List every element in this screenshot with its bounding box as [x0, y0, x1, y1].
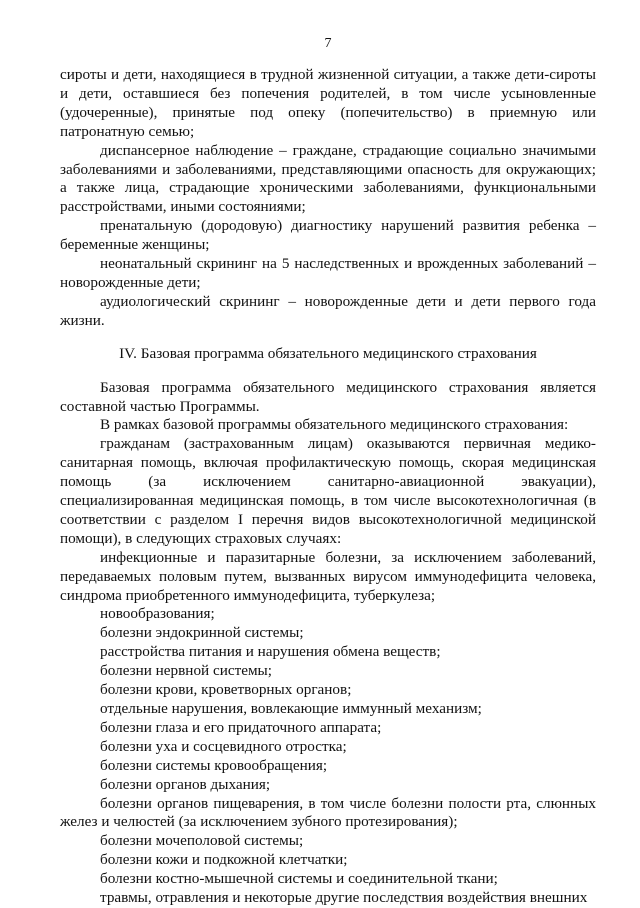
paragraph-audiological-screening: аудиологический скрининг – новорожденные дети и дети первого года жизни.: [60, 292, 596, 329]
list-item-immune: отдельные нарушения, вовлекающие иммунный механизм;: [100, 700, 482, 717]
paragraph-prenatal-diagnostics: пренатальную (дородовую) диагностику нарушений развития ребенка – беременные женщины;: [60, 217, 596, 254]
list-item-infectious: инфекционные и паразитарные болезни, за исключением заболеваний, передаваемых половым путем, вызванных вирусом иммунодефицита человека, синдрома приобретенного иммунодефицита, туберкулеза;: [60, 548, 596, 604]
paragraph-orphans: сироты и дети, находящиеся в трудной жизненной ситуации, а также дети-сироты и дети, оставшиеся без попечения родителей, в том числе усыновленные (удочеренные), принятые под опеку (попечительство) в приемную или патронатную семью;: [60, 66, 596, 140]
paragraph-insured-persons: гражданам (застрахованным лицам) оказываются первичная медико-санитарная помощь, включая профилактическую помощь, скорая медицинская помощь (за исключением санитарно-авиационной эвакуации), специализированная медицинская помощь, в том числе высокотехнологичная (в соответствии с разделом I перечня видов высокотехнологичной медицинской помощи), в следующих страховых случаях:: [60, 435, 596, 547]
list-item-ear: болезни уха и сосцевидного отростка;: [100, 737, 347, 755]
document-body: [60, 66, 596, 908]
paragraph-basic-program: Базовая программа обязательного медицинского страхования является составной частью Программы.: [60, 378, 596, 415]
section-heading: IV. Базовая программа обязательного медицинского страхования: [119, 344, 537, 362]
list-item-blood: болезни крови, кроветворных органов;: [100, 681, 352, 699]
list-item-musculoskeletal: болезни костно-мышечной системы и соединительной ткани;: [100, 870, 498, 888]
list-item-neoplasms: новообразования;: [100, 605, 215, 623]
paragraph-neonatal-screening: неонатальный скрининг на 5 наследственных и врожденных заболеваний – новорожденные дети;: [60, 255, 596, 291]
list-item-endocrine: болезни эндокринной системы;: [100, 624, 304, 642]
list-item-injuries: травмы, отравления и некоторые другие последствия воздействия внешних: [100, 889, 588, 907]
list-item-circulatory: болезни системы кровообращения;: [100, 756, 328, 774]
list-item-eye: болезни глаза и его придаточного аппарата;: [100, 718, 382, 736]
list-item-digestive: болезни органов пищеварения, в том числе болезни полости рта, слюнных желез и челюстей (за исключением зубного протезирования);: [60, 794, 596, 831]
list-item-nervous: болезни нервной системы;: [100, 662, 272, 680]
paragraph-dispensary-observation: диспансерное наблюдение – граждане, страдающие социально значимыми заболеваниями и заболеваниями, представляющими опасность для окружающих; а также лица, страдающие хроническими заболеваниями, функциональными расстройствами, иными состояниями;: [60, 141, 596, 216]
paragraph-within-program: В рамках базовой программы обязательного медицинского страхования:: [100, 416, 569, 434]
list-item-nutrition: расстройства питания и нарушения обмена веществ;: [100, 643, 441, 661]
list-item-genitourinary: болезни мочеполовой системы;: [100, 832, 304, 850]
list-item-respiratory: болезни органов дыхания;: [100, 775, 271, 793]
page-number: 7: [324, 36, 332, 51]
list-item-skin: болезни кожи и подкожной клетчатки;: [100, 851, 348, 869]
document-page: [60, 0, 596, 905]
